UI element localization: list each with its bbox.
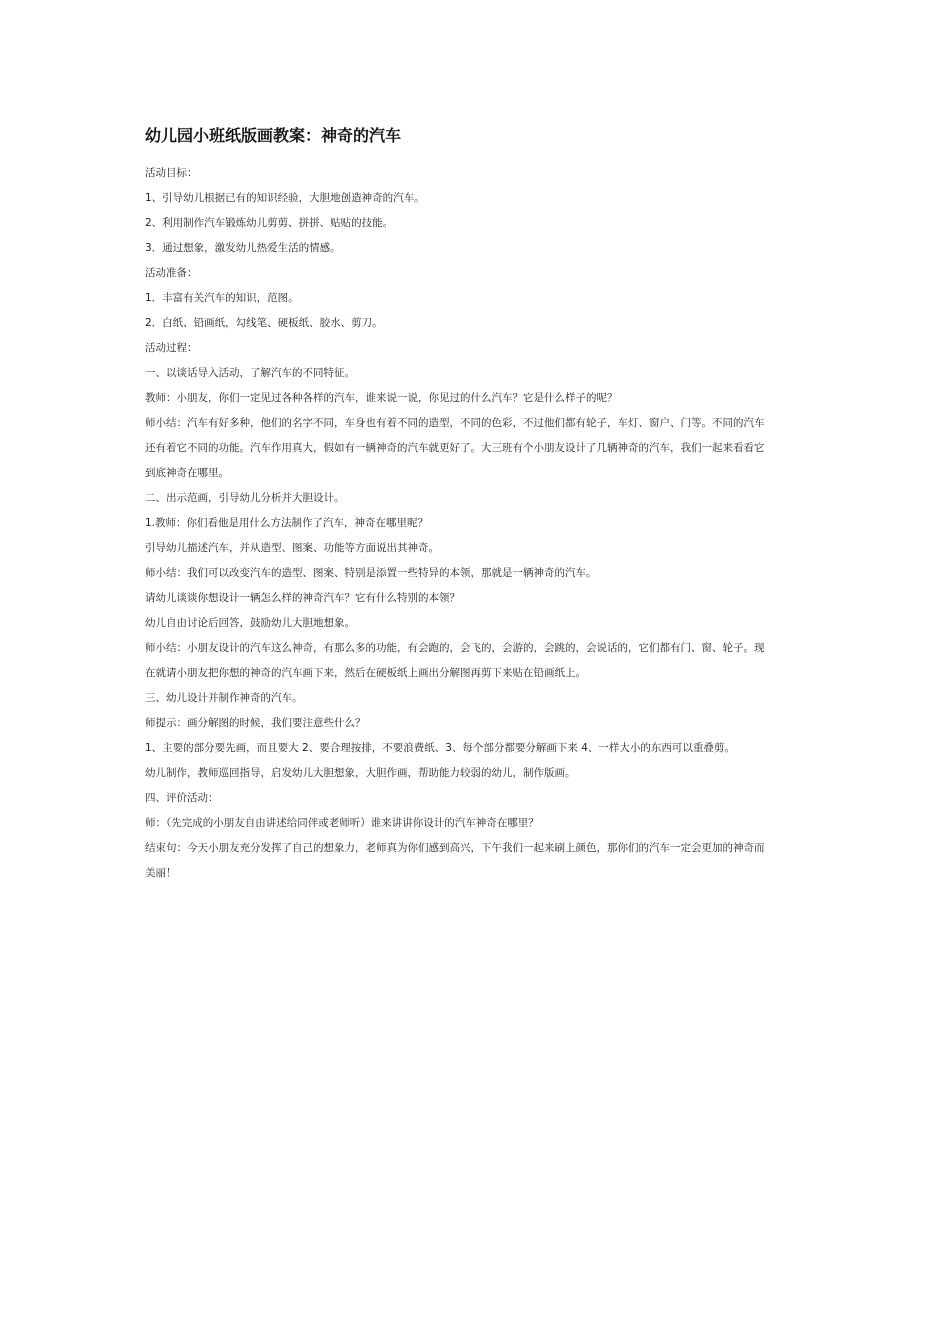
text-line: 还有着它不同的功能。汽车作用真大，假如有一辆神奇的汽车就更好了。大三班有个小朋友设计了几辆神奇的汽车，我们一起来看看它 (145, 442, 765, 454)
text-line: 在就请小朋友把你想的神奇的汽车画下来，然后在硬板纸上画出分解图再剪下来贴在铅画纸上。 (145, 667, 586, 679)
process-step-4-heading: 四、评价活动： (145, 792, 219, 804)
text-line: 引导幼儿描述汽车，并从造型、图案、功能等方面说出其神奇。 (145, 542, 439, 554)
section-heading-process: 活动过程： (145, 342, 198, 354)
goal-item-3: 3．通过想象，激发幼儿热爱生活的情感。 (145, 242, 341, 254)
text-line: 1、主要的部分要先画，而且要大 2、要合理按排，不要浪费纸、3、每个部分都要分解画下来 4、一样大小的东西可以重叠剪。 (145, 742, 735, 754)
goal-item-2: 2、利用制作汽车锻炼幼儿剪剪、拼拼、贴贴的技能。 (145, 217, 394, 229)
document-body (145, 161, 807, 886)
text-line: 师提示：画分解图的时候，我们要注意些什么？ (145, 717, 366, 729)
text-line: 到底神奇在哪里。 (145, 467, 229, 479)
text-line: 师小结：汽车有好多种，他们的名字不同，车身也有着不同的造型，不同的色彩，不过他们都有轮子，车灯、窗户、门等。不同的汽车 (145, 417, 765, 429)
text-line: 教师：小朋友，你们一定见过各种各样的汽车，谁来说一说，你见过的什么汽车？它是什么样子的呢？ (145, 392, 618, 404)
text-line: 幼儿自由讨论后回答，鼓励幼儿大胆地想象。 (145, 617, 355, 629)
preparation-item-2: 2．白纸、铅画纸，勾线笔、硬板纸、胶水、剪刀。 (145, 317, 383, 329)
preparation-item-1: 1．丰富有关汽车的知识，范图。 (145, 292, 299, 304)
goal-item-1: 1、引导幼儿根据已有的知识经验，大胆地创造神奇的汽车。 (145, 192, 425, 204)
section-heading-preparation: 活动准备： (145, 267, 198, 279)
process-step-1-heading: 一、以谈话导入活动，了解汽车的不同特征。 (145, 367, 355, 379)
process-step-3-heading: 三、幼儿设计并制作神奇的汽车。 (145, 692, 303, 704)
text-line: 师：（先完成的小朋友自由讲述给同伴或老师听）谁来讲讲你设计的汽车神奇在哪里？ (145, 817, 539, 829)
text-line: 美丽！ (145, 867, 177, 879)
text-line: 师小结：小朋友设计的汽车这么神奇，有那么多的功能，有会跑的，会飞的，会游的，会跳的，会说话的，它们都有门、窗、轮子。现 (145, 642, 765, 654)
section-heading-goals: 活动目标： (145, 167, 198, 179)
text-line: 师小结：我们可以改变汽车的造型、图案、特别是添置一些特异的本领，那就是一辆神奇的汽车。 (145, 567, 597, 579)
text-line: 请幼儿谈谈你想设计一辆怎么样的神奇汽车？它有什么特别的本领？ (145, 592, 460, 604)
text-line: 幼儿制作，教师巡回指导，启发幼儿大胆想象，大胆作画，帮助能力较弱的幼儿，制作版画。 (145, 767, 576, 779)
process-step-2-heading: 二、出示范画，引导幼儿分析并大胆设计。 (145, 492, 345, 504)
text-line: 结束句：今天小朋友充分发挥了自己的想象力，老师真为你们感到高兴，下午我们一起来刷上颜色，那你们的汽车一定会更加的神奇而 (145, 842, 765, 854)
text-line: 1.教师：你们看他是用什么方法制作了汽车，神奇在哪里呢？ (145, 517, 429, 529)
document-title: 幼儿园小班纸版画教案：神奇的汽车 (145, 126, 402, 145)
